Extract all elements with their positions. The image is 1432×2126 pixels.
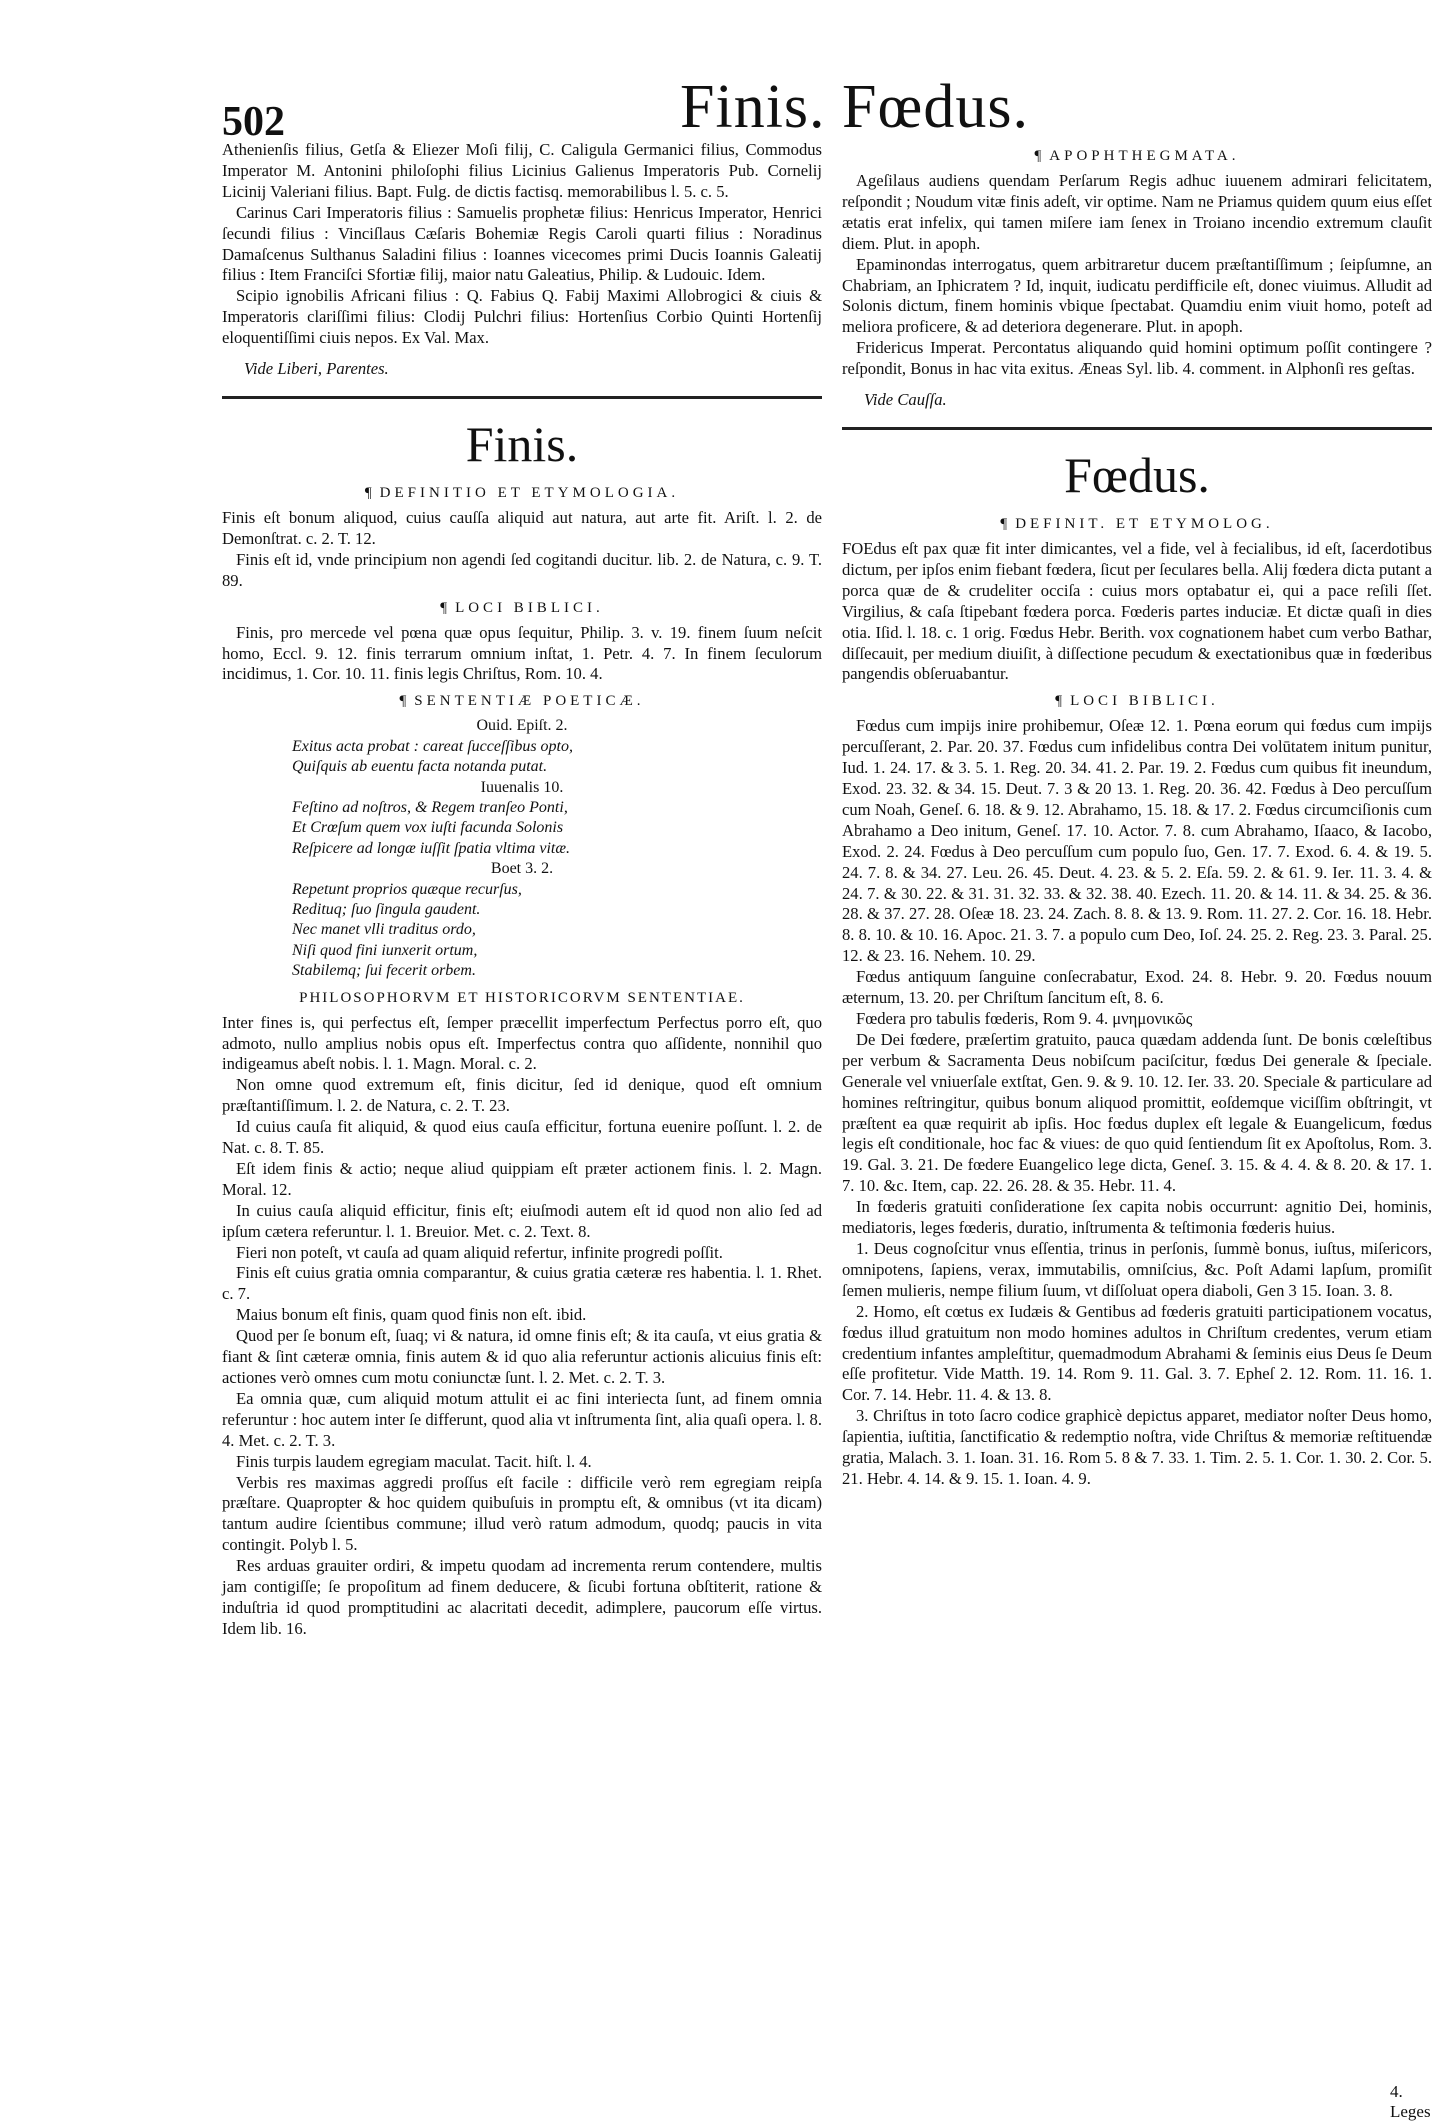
loci-para: Fœdus cum impijs inire prohibemur, Oſeæ 12. 1. Pœna eorum qui fœdus cum impijs percuſſerant, 2. Par. 20. 37. Fœdus cum infidelibus contra Dei volūtatem initum punitur, Iud. 1. 24. 17. & 3. 5. 1. Reg. 20. 34. 41. 2. Par. 19. 2. Fœdus cum quibus fit ineundum, Exod. 23. 32. & 34. 15. Deut. 7. 3 & 20 13. 1. Reg. 20. 36. 42. Fœdus à Deo percuſſum cum Noah, Geneſ. 6. 18. & 9. 12. Abrahamo, 15. 18. & 17. 2. Fœdus circumciſionis cum Abrahamo a Deo initum, Geneſ. 17. 10. Actor. 7. 8. cum Abrahamo, Iſaaco, & Iacobo, Exod. 2. 24. Fœdus à Deo percuſſum cum populo ſuo, Gen. 17. 7. Exod. 6. 4. & 19. 5. 24. 7. 8. & 34. 27. Leu. 26. 45. Deut. 4. 23. & 5. 2. Eſa. 59. 2. & 61. 9. Ier. 11. 3. 4. & 24. 7. & 30. 22. & 31. 31. 32. 33. & 32. 38. 40. Ezech. 11. 20. & 14. 11. & 34. 25. & 36. 28. & 37. 27. 28. Oſeæ 18. 23. 24. Zach. 8. 8. & 13. 9. Rom. 11. 27. 2. Cor. 16. 18. Hebr. 8. 8. 10. & 10. 16. Apoc. 21. 3. 7. a populo cum Deo, Ioſ. 24. 25. 2. Reg. 23. 3. Paral. 25. 12. & 23. 16. Nehem. 10. 29. [842, 716, 1432, 966]
verse-line: Nec manet vlli traditus ordo, [292, 921, 476, 939]
catchword: 4. Leges [1390, 2082, 1431, 2121]
verse-line: Redituq; ſuo ſingula gaudent. [292, 900, 481, 918]
left-top-para-3: Scipio ignobilis Africani filius : Q. Fabius Q. Fabij Maximi Allobrogici & ciuis & Imperatoris clariſſimi filius: Clodij Pulchri filius: Hortenſius Corbio Quinti Hortenſij eloquentiſſimi ciuis nepos. Ex Val. Max. [222, 286, 822, 348]
right-column [842, 140, 1432, 1490]
phil-para: Verbis res maximas aggredi proſſus eſt facile : difficile verò rem egregiam reipſa præſtare. Quapropter & hoc quidem quibuſuis in promptu eſt, & omnibus (vt ita dicam) tantum audire ſcientibus commune; illud verò ratum admodum, quodq; paucis in vita contingit. Polyb l. 5. [222, 1472, 822, 1555]
verse-line: Quiſquis ab euentu facta notanda putat. [292, 758, 548, 776]
phil-para: Finis turpis laudem egregiam maculat. Tacit. hiſt. l. 4. [236, 1451, 592, 1471]
heading-sententiae-poeticae: ¶ SENTENTIÆ POETICÆ. [399, 693, 645, 710]
phil-para: Non omne quod extremum eſt, finis dicitur, ſed id denique, quod eſt omnium præſtantiſſimum. l. 2. de Natura, c. 2. T. 23. [222, 1075, 822, 1116]
verse-line: Reſpicere ad longæ iuſſit ſpatia vltima vitæ. [292, 839, 571, 857]
verse-line: Repetunt proprios quæque recurſus, [292, 880, 522, 898]
loci-para: 2. Homo, eſt cœtus ex Iudæis & Gentibus ad fœderis gratuiti participationem vocatus, fœdus illud gratuitum non modo homines adultos in Chriſtum credentes, verum etiam credentium infantes ampleſtitur, quemadmodum Abrahami & ſeminis eius Deus ſe Deum eſſe profitetur. Vide Matth. 19. 14. Rom 9. 11. Gal. 3. 7. Epheſ 2. 12. Rom. 11. 16. 1. Cor. 7. 14. Hebr. 11. 4. & 13. 8. [842, 1301, 1432, 1405]
section-divider-right [842, 427, 1432, 430]
phil-para: Maius bonum eſt finis, quam quod finis non eſt. ibid. [236, 1305, 587, 1325]
section-divider-left [222, 396, 822, 399]
loci-para: Fœdera pro tabulis fœderis, Rom 9. 4. μνημονικῶς [856, 1009, 1193, 1028]
heading-definitio: ¶ DEFINITIO ET ETYMOLOGIA. [364, 484, 680, 501]
apoph-para: Epaminondas interrogatus, quem arbitraretur ducem præſtantiſſimum ; ſeipſumne, an Chabriam, an Iphicratem ? Id, inquit, iudicatu perdifficile eſt, donec viuimus. Alludit ad Solonis dictum, finem hominis vbique ſpectabat. Quamdiu enim viuit homo, poteſt ad meliora proficere, & ad deteriora degenerare. Plut. in apoph. [842, 254, 1432, 337]
phil-para: Ea omnia quæ, cum aliquid motum attulit ei ac fini interiecta ſunt, ad finem omnia referuntur : hoc autem inter ſe differunt, quod alia vt inſtrumenta ſint, alia quaſi opera. l. 8. 4. Met. c. 2. T. 3. [222, 1388, 822, 1450]
verse-line: Exitus acta probat : careat ſucceſſibus opto, [292, 737, 573, 755]
phil-para: Res arduas grauiter ordiri, & impetu quodam ad incrementa rerum contendere, multis jam contigiſſe; ſe propoſitum ad finem deducere, & ſicubi fortuna obſtiterit, ratione & induſtria id quod promptitudini ac alacritati decedit, adimplere, paucorum eſſe virtus. Idem lib. 16. [222, 1556, 822, 1638]
vide-reference-right: Vide Cauſſa. [864, 390, 947, 410]
heading-philosophorum: PHILOSOPHORVM ET HISTORICORVM SENTENTIAE. [299, 989, 745, 1006]
poet-source-ovid: Ouid. Epiſt. 2. [476, 717, 568, 735]
vide-reference-left: Vide Liberi, Parentes. [244, 359, 389, 379]
pilcrow-icon: ¶ [364, 484, 372, 501]
phil-para: In cuius cauſa aliquid efficitur, finis eſt; eiuſmodi autem eſt id quod non alio ſed ad ipſum cætera referuntur. l. 1. Breuior. Met. c. 2. Text. 8. [222, 1200, 822, 1241]
heading-definit: ¶ DEFINIT. ET ETYMOLOG. [1000, 515, 1274, 532]
phil-para: Finis eſt cuius gratia omnia comparantur, & cuius gratia cæteræ res habentia. l. 1. Rhet. c. 7. [222, 1263, 822, 1304]
left-top-para-1: Athenienſis filius, Getſa & Eliezer Moſi filij, C. Caligula Germanici filius, Commodus Imperator M. Antonini philoſophi filius Licinius Galienus Imperatoris Pub. Cornelij Licinij Valeriani filius. Bapt. Fulg. de dictis factisq. memorabilibus l. 5. c. 5. [222, 140, 822, 201]
heading-loci-biblici-left: ¶ LOCI BIBLICI. [440, 599, 604, 616]
verse-line: Stabilemq; ſui fecerit orbem. [292, 962, 476, 980]
loci-biblici-left: Finis, pro mercede vel pœna quæ opus ſequitur, Philip. 3. v. 19. finem ſuum neſcit homo, Eccl. 9. 12. finis terrarum omnium inſtat, 1. Petr. 4. 7. In finem ſeculorum incidimus, 1. Cor. 10. 11. finis legis Chriſtus, Rom. 10. 4. [222, 622, 822, 684]
heading-apophthegmata: ¶ APOPHTHEGMATA. [1034, 148, 1240, 164]
section-title-foedus: Fœdus. [1064, 446, 1210, 503]
heading-loci-biblici-right: ¶ LOCI BIBLICI. [1055, 693, 1219, 710]
left-column [222, 140, 822, 1640]
phil-para: Inter fines is, qui perfectus eſt, ſemper præcellit imperfectum Perfectus porro eſt, quo admoto, nullo amplius nobis opus eſt. Imperfectus contra quo aſſidente, nonnihil quo indigeamus abeſt nobis. l. 1. Magn. Moral. c. 2. [222, 1012, 822, 1074]
definitio-para-1: Finis eſt bonum aliquod, cuius cauſſa aliquid aut natura, aut arte fit. Ariſt. l. 2. de Demonſtrat. c. 2. T. 12. [222, 507, 822, 548]
verse-line: Niſi quod fini iunxerit ortum, [292, 941, 478, 959]
phil-para: Eſt idem finis & actio; neque aliud quippiam eſt præter actionem finis. l. 2. Magn. Moral. 12. [222, 1158, 822, 1199]
loci-para: 3. Chriſtus in toto ſacro codice graphicè depictus apparet, mediator noſter Deus homo, ſapientia, iuſtitia, ſanctificatio & redemptio noſtra, vide Chriſtus & memoriæ reſtituendæ gratia, Malach. 3. 1. Ioan. 31. 16. Rom 5. 8 & 7. 33. 1. Tim. 2. 5. 1. Cor. 1. 30. 2. Cor. 5. 21. Hebr. 4. 14. & 9. 15. 1. Ioan. 4. 9. [842, 1406, 1432, 1488]
left-top-para-2: Carinus Cari Imperatoris filius : Samuelis prophetæ filius: Henricus Imperator, Henrici ſecundi filius : Vinciſlaus Cæſaris Bohemiæ Regis Caroli quarti filius : Noradinus Damaſcenus Sulthanus Saladini filius : Ioannes vicecomes primi Ducis Ioannis Galeatij filius : Item Franciſci Sfortiæ filij, maior natu Galeatius, Philip. & Ludouic. Idem. [222, 202, 822, 285]
phil-para: Fieri non poteſt, vt cauſa ad quam aliquid refertur, infinite progredi poſſit. [236, 1242, 723, 1262]
loci-para: Fœdus antiquum ſanguine conſecrabatur, Exod. 24. 8. Hebr. 9. 20. Fœdus nouum æternum, 13. 20. per Chriſtum ſancitum eſt, 8. 6. [842, 967, 1432, 1008]
apoph-para: Fridericus Imperat. Percontatus aliquando quid homini optimum poſſit contingere ? reſpondit, Bonus in hac vita exitus. Æneas Syl. lib. 4. comment. in Alphonſi res geſtas. [842, 338, 1432, 379]
phil-para: Quod per ſe bonum eſt, ſuaq; vi & natura, id omne finis eſt; & ita cauſa, vt eius gratia & fiant & ſint cæteræ omnia, finis autem & id quo alia referuntur actionis alicuius finis eſt: actiones verò omnes cum motu coniunctæ ſunt. l. 2. Met. c. 2. T. 3. [222, 1326, 822, 1387]
definitio-para-2: Finis eſt id, vnde principium non agendi ſed cogitandi ducitur. lib. 2. de Natura, c. 9. T. 89. [222, 549, 822, 590]
section-title-finis: Finis. [465, 415, 579, 472]
phil-para: Id cuius cauſa fit aliquid, & quod eius cauſa efficitur, fortuna euenire poſſunt. l. 2. de Nat. c. 8. T. 85. [222, 1117, 822, 1158]
pilcrow-icon: ¶ [1034, 148, 1042, 164]
definit-para: FOEdus eſt pax quæ fit inter dimicantes, vel a fide, vel à fecialibus, id eſt, ſacerdotibus dictum, per ipſos enim fiebant fœdera, ſicut per ſeculares bella. Alij fœdera dicta putant a porca quæ de & crudeliter occiſa : cuius mors optabatur ei, qui a pace reſili ſſet. Virgilius, & caſa ſtipebant fœdera porca. Fœderis partes induciæ. Et dictæ quaſi in dies otia. Iſid. l. 18. c. 1 orig. Fœdus Hebr. Berith. vox cognationem habet cum verbo Bathar, diſſecauit, per medium diuiſit, à diſſectione pecudum & exectationibus quæ in fœderibus pangendis obſeruabantur. [842, 538, 1432, 684]
apoph-para: Ageſilaus audiens quendam Perſarum Regis adhuc iuuenem admirari felicitatem, reſpondit ; Noudum vitæ finis adeſt, vir optime. Nam ne Priamus quidem quum eius eſſet ætatis erat infelix, qui tamen miſere iam ſenex in Troiano incendio extremum clauſit diem. Plut. in apoph. [842, 171, 1432, 253]
page-number: 502 [222, 99, 285, 145]
poet-source-boethius: Boet 3. 2. [490, 860, 554, 878]
pilcrow-icon: ¶ [440, 599, 448, 616]
loci-para: 1. Deus cognoſcitur vnus eſſentia, trinus in perſonis, ſummè bonus, iuſtus, miſericors, omnipotens, ſapiens, verax, immutabilis, omniſcius, &c. Poſt Adami lapſum, promiſit ſemen mulieris, nempe filium ſuum, vt diſſoluat opera diaboli, Gen 3 15. Ioan. 3. 8. [842, 1238, 1432, 1300]
verse-line: Et Crœſum quem vox iuſti facunda Solonis [292, 819, 564, 837]
pilcrow-icon: ¶ [399, 693, 407, 710]
pilcrow-icon: ¶ [1055, 693, 1063, 710]
loci-para: De Dei fœdere, præſertim gratuito, pauca quædam addenda ſunt. De bonis cœleſtibus per verbum & Sacramenta Deus nobiſcum paciſcitur, fœdus Dei generale & ſpeciale. Generale vel vniuerſale extſtat, Gen. 9. & 9. 10. 12. Ier. 33. 20. Speciale & particulare ad homines reſtringitur, quibus bonum aliquod promittit, eoſdemque viciſſim obſtringit, vt præſtent ea quæ requirit ab ipſis. Hoc fœdus duplex eſt legale & Euangelicum, fœdus legis eſt conditionale, hoc fac & viues: de quo quid ſentiendum ſit ex Apoſtolus, Rom. 3. 19. Gal. 3. 21. De fœdere Euangelico lege dicta, Geneſ. 3. 15. & 4. 4. & 8. 20. & 17. 1. 7. 10. &c. Item, cap. 22. 26. 28. & 35. Hebr. 11. 4. [842, 1029, 1432, 1196]
pilcrow-icon: ¶ [1000, 515, 1008, 532]
loci-para: In fœderis gratuiti conſideratione ſex capita nobis occurrunt: agnitio Dei, hominis, mediatoris, leges fœderis, duratio, inſtrumenta & teſtimonia fœderis huius. [842, 1197, 1432, 1238]
poet-source-juvenal: Iuuenalis 10. [480, 778, 564, 796]
verse-line: Feſtino ad noſtros, & Regem tranſeo Ponti, [292, 798, 568, 816]
running-head: Finis. Fœdus. [680, 73, 1029, 141]
